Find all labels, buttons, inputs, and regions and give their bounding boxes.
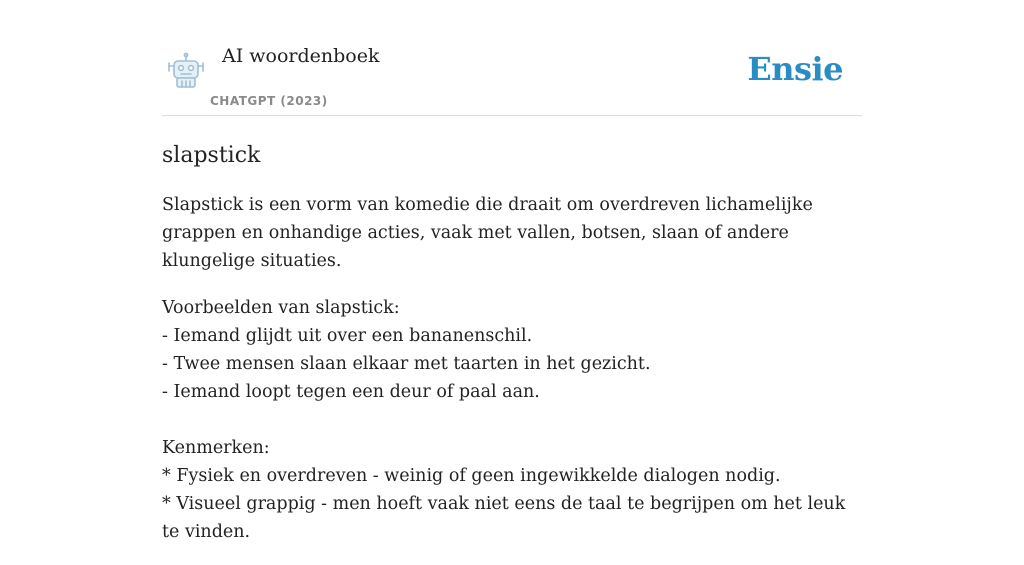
entry-card [162, 0, 862, 565]
entry-definition [162, 191, 862, 546]
source-label: CHATGPT (2023) [210, 94, 328, 108]
entry-header [162, 0, 862, 116]
robot-icon [166, 52, 206, 90]
brand-logo[interactable]: Ensie [747, 50, 843, 88]
entry-term: slapstick [162, 143, 261, 168]
definition-paragraph: Slapstick is een vorm van komedie die draait om overdreven lichamelijke grappen en onhandige acties, vaak met vallen, botsen, slaan of andere klungelige situaties. [162, 195, 813, 271]
dictionary-name[interactable]: AI woordenboek [222, 45, 380, 67]
examples-paragraph: Voorbeelden van slapstick: - Iemand glijdt uit over een bananenschil. - Twee mensen slaan elkaar met taarten in het gezicht. - Iemand loopt tegen een deur of paal aan. Kenmerken: * Fysiek en overdreven - weinig of geen ingewikkelde dialogen nodig. * Visueel grappig - men hoeft vaak niet eens de taal te begrijpen om het leuk te vinden. [162, 298, 846, 542]
